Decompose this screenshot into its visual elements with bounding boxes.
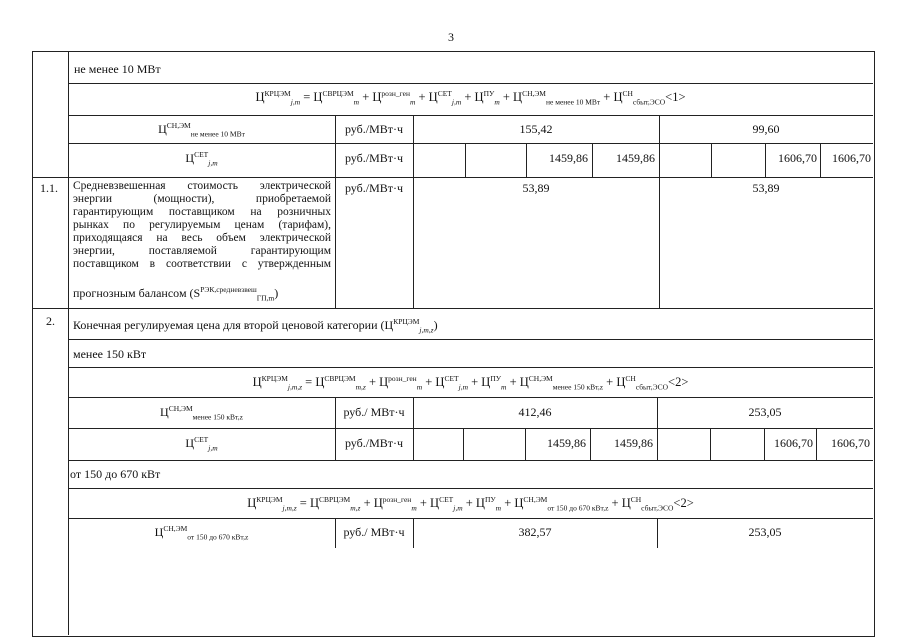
row-rule [68,339,873,340]
col-divider-values [413,115,414,308]
cell-divider [711,143,712,177]
section-2-title: Конечная регулируемая цена для второй ценовой категории $(Ц^{КРЦЭМ}_{j,m,z})$ [73,317,438,335]
cell-divider [463,428,464,460]
symbol-set: $Ц^{СЕТ}_{j,m}$ [185,435,218,453]
value-cell: 1459,86 [549,151,588,165]
row-rule [68,115,873,116]
row-rule [32,308,873,309]
section-number: 1.1. [40,181,58,195]
group-label: не менее 10 МВт [74,62,161,76]
value-cell: 1459,86 [614,436,653,450]
value-cell: 53,89 [522,181,550,195]
value-cell: 99,60 [752,122,780,136]
value-cell: 1606,70 [774,436,813,450]
value-cell: 253,05 [748,525,782,539]
value-cell: 1459,86 [547,436,586,450]
group-label: менее 150 кВт [73,347,147,361]
row-rule [68,397,873,398]
value-cell: 1606,70 [832,151,871,165]
page-number: 3 [448,30,454,44]
row-rule [32,177,873,178]
value-cell: 253,05 [748,405,782,419]
symbol-cn-em-10mw: $Ц^{СН,ЭМ}_{не менее 10 МВт}$ [158,121,245,139]
col-divider-mid [659,115,660,308]
value-cell: 1459,86 [616,151,655,165]
col-divider-number [68,51,69,635]
section-1-1-description-last: прогнозным балансом $(S^{РЭК,средневзвеш}_{ГП,m})$ [73,285,279,303]
symbol-set: $Ц^{СЕТ}_{j,m}$ [185,150,218,168]
value-cell: 382,57 [518,525,552,539]
value-cell: 412,46 [518,405,552,419]
unit-label: руб./МВт·ч [344,151,404,165]
unit-label: руб./ МВт·ч [343,525,405,539]
row-rule [68,460,873,461]
value-cell: 1606,70 [831,436,870,450]
row-rule [68,518,873,519]
value-cell: 1606,70 [778,151,817,165]
unit-label: руб./МВт·ч [344,181,404,195]
formula-price-150kw: $Ц^{КРЦЭМ}_{j,m,z} = Ц^{СВРЦЭМ}_{m,z} + Ц^{розн\_ген}_m + Ц^{СЕТ}_{j,m} + Ц^{ПУ}_m + Ц^{СН,ЭМ}_{менее 150 кВт,z} + Ц^{СН}_{сбыт,ЭСО}<2>$ [252,373,689,392]
section-number: 2. [46,314,55,328]
table-frame [32,51,875,637]
row-rule [68,428,873,429]
formula-price-10mw: $Ц^{КРЦЭМ}_{j,m} = Ц^{СВРЦЭМ}_m + Ц^{розн\_ген}_m + Ц^{СЕТ}_{j,m} + Ц^{ПУ}_m + Ц^{СН,ЭМ}_{не менее 10 МВт} + Ц^{СН}_{сбыт,ЭСО}<1>$ [255,88,686,107]
formula-price-150-670kw: $Ц^{КРЦЭМ}_{j,m,z} = Ц^{СВРЦЭМ}_{m,z} + Ц^{розн\_ген}_m + Ц^{СЕТ}_{j,m} + Ц^{ПУ}_m + Ц^{СН,ЭМ}_{от 150 до 670 кВт,z} + Ц^{СН}_{сбыт,ЭСО}<2>$ [247,494,694,513]
unit-label: руб./МВт·ч [344,122,404,136]
unit-label: руб./МВт·ч [344,436,404,450]
unit-label: руб./ МВт·ч [343,405,405,419]
cell-divider [710,428,711,460]
row-rule [68,143,873,144]
section-1-1-description: Средневзвешенная стоимость электрической энергии (мощности), приобретаемой гарантирующим поставщиком на розничных рынках по регулируемым ценам (тарифам), приходящаяся на весь объем электрической энергии, поставляемой гарантирующим поставщиком в соответствии с утвержденным [73,180,331,270]
value-cell: 155,42 [519,122,553,136]
value-cell: 53,89 [752,181,780,195]
symbol-cn-em-150-670kw: $Ц^{СН,ЭМ}_{от 150 до 670 кВт,z}$ [154,524,249,542]
row-rule [68,488,873,489]
symbol-cn-em-150kw: $Ц^{СН,ЭМ}_{менее 150 кВт,z}$ [160,404,243,422]
col-divider-unit [335,115,336,308]
row-rule [68,367,873,368]
group-label: от 150 до 670 кВт [70,467,161,481]
row-rule [68,83,873,84]
cell-divider [465,143,466,177]
